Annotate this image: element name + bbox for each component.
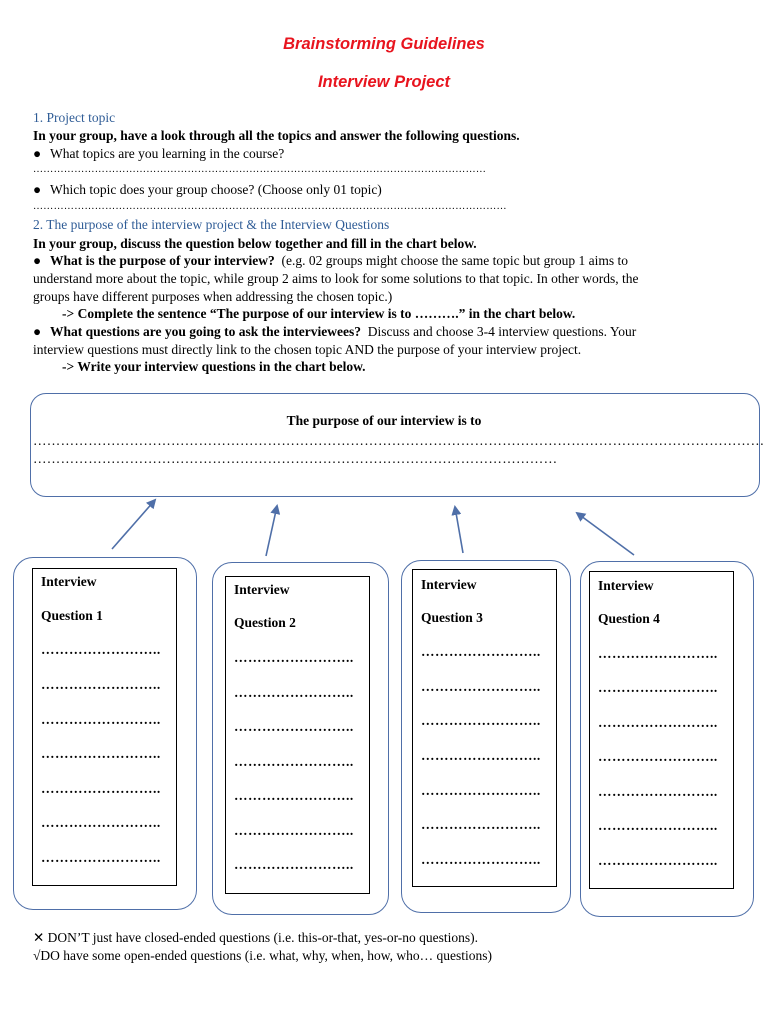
question-2-line[interactable]: …………………….. [234, 823, 354, 838]
question-3-line[interactable]: …………………….. [421, 817, 541, 832]
question-2-line[interactable]: …………………….. [234, 857, 354, 872]
bullet-icon: ● [33, 253, 42, 268]
arrow-4 [577, 513, 634, 555]
section1-answer-line-2[interactable]: ………………………………………………………………………………………………………………………… [33, 201, 507, 212]
tip-dont: ✕ DON’T just have closed-ended questions (i.e. this-or-that, yes-or-no questions). [33, 930, 479, 945]
question-3-line[interactable]: …………………….. [421, 644, 541, 659]
section2-heading: 2. The purpose of the interview project & the Interview Questions [33, 217, 390, 232]
arrow-3 [455, 507, 463, 553]
purpose-box-label: The purpose of our interview is to [286, 413, 482, 428]
question-4-line[interactable]: …………………….. [598, 818, 718, 833]
question-box-1-label-1: Interview [41, 574, 97, 589]
purpose-note-2: understand more about the topic, while group 2 aims to look for some solutions to that topic. In other words, the [33, 271, 639, 286]
question-1-line[interactable]: …………………….. [41, 642, 161, 657]
section1-heading: 1. Project topic [33, 110, 116, 125]
section2-instruction: In your group, discuss the question below together and fill in the chart below. [33, 236, 477, 251]
question-1-line[interactable]: …………………….. [41, 781, 161, 796]
question-3-line[interactable]: …………………….. [421, 783, 541, 798]
question-1-line[interactable]: …………………….. [41, 815, 161, 830]
question-box-3-label-2: Question 3 [421, 610, 483, 625]
question-box-1-label-2: Question 1 [41, 608, 103, 623]
purpose-answer-line-2[interactable]: …………………………………………………………………………………………………… [33, 451, 558, 466]
question-box-2-label-2: Question 2 [234, 615, 296, 630]
question-1-line[interactable]: …………………….. [41, 677, 161, 692]
arrow-2 [266, 506, 277, 556]
section1-question-2-text: Which topic does your group choose? (Choose only 01 topic) [50, 182, 382, 197]
question-1-line[interactable]: …………………….. [41, 712, 161, 727]
question-3-line[interactable]: …………………….. [421, 713, 541, 728]
question-2-line[interactable]: …………………….. [234, 719, 354, 734]
purpose-question-text: What is the purpose of your interview? [50, 253, 275, 268]
purpose-note-1: (e.g. 02 groups might choose the same topic but group 1 aims to [281, 253, 628, 268]
question-2-line[interactable]: …………………….. [234, 788, 354, 803]
tip-do: √DO have some open-ended questions (i.e. what, why, when, how, who… questions) [33, 948, 492, 963]
question-4-line[interactable]: …………………….. [598, 715, 718, 730]
question-4-line[interactable]: …………………….. [598, 784, 718, 799]
question-4-line[interactable]: …………………….. [598, 646, 718, 661]
questions-note-1: Discuss and choose 3-4 interview questions. Your [367, 324, 637, 339]
questions-note-2: interview questions must directly link to the chosen topic AND the purpose of your interview project. [33, 342, 582, 357]
question-3-line[interactable]: …………………….. [421, 748, 541, 763]
purpose-answer-line-1[interactable]: …………………………………………………………………………………………………………………………………………… [33, 433, 765, 448]
document-subtitle: Interview Project [317, 73, 451, 91]
purpose-note-3: groups have different purposes when addressing the chosen topic.) [33, 289, 393, 304]
document-title: Brainstorming Guidelines [283, 35, 485, 53]
section1-question-1-text: What topics are you learning in the course? [50, 146, 285, 161]
bullet-icon: ● [33, 146, 42, 161]
question-2-line[interactable]: …………………….. [234, 685, 354, 700]
section1-answer-line-1[interactable]: …………………………………………………………………………………………………………………… [33, 164, 487, 175]
question-2-line[interactable]: …………………….. [234, 754, 354, 769]
arrow-1 [112, 500, 155, 549]
question-box-2-label-1: Interview [234, 582, 290, 597]
question-1-line[interactable]: …………………….. [41, 850, 161, 865]
section1-instruction: In your group, have a look through all the topics and answer the following questions. [33, 128, 520, 143]
question-box-4-label-2: Question 4 [598, 611, 660, 626]
questions-question-text: What questions are you going to ask the interviewees? [50, 324, 362, 339]
purpose-arrow-instruction: -> Complete the sentence “The purpose of our interview is to ……….” in the chart below. [62, 306, 576, 321]
question-4-line[interactable]: …………………….. [598, 680, 718, 695]
question-box-4-label-1: Interview [598, 578, 654, 593]
question-4-line[interactable]: …………………….. [598, 749, 718, 764]
question-box-3-label-1: Interview [421, 577, 477, 592]
question-3-line[interactable]: …………………….. [421, 679, 541, 694]
questions-arrow-instruction: -> Write your interview questions in the chart below. [62, 359, 366, 374]
question-2-line[interactable]: …………………….. [234, 650, 354, 665]
bullet-icon: ● [33, 182, 42, 197]
question-1-line[interactable]: …………………….. [41, 746, 161, 761]
question-3-line[interactable]: …………………….. [421, 852, 541, 867]
bullet-icon: ● [33, 324, 42, 339]
question-4-line[interactable]: …………………….. [598, 853, 718, 868]
